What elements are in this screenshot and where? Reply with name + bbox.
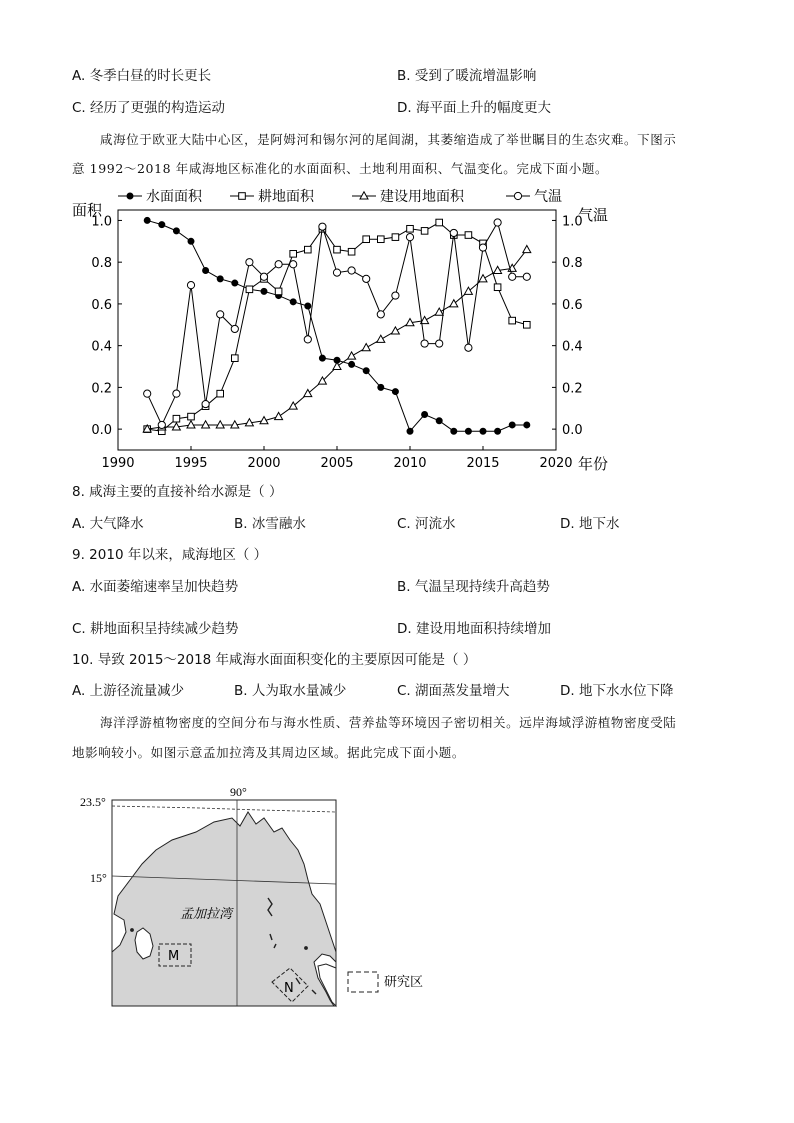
q7-option-c: C. 经历了更强的构造运动	[72, 100, 226, 116]
passage1-line2: 意 1992～2018 年咸海地区标准化的水面面积、土地利用面积、气温变化。完成下面小题。	[72, 161, 609, 176]
q10-option-c: C. 湖面蒸发量增大	[397, 683, 510, 699]
lat-label-mid: 15°	[90, 871, 107, 885]
q9-option-b: B. 气温呈现持续升高趋势	[397, 579, 550, 595]
q10-option-d: D. 地下水水位下降	[560, 683, 674, 699]
y-left-tick-label: 1.0	[91, 214, 112, 230]
legend-study-area-label: 研究区	[384, 975, 424, 990]
lat-label-top: 23.5°	[80, 795, 106, 809]
y-right-tick-label: 0.0	[562, 423, 583, 439]
q7-option-a: A. 冬季白昼的时长更长	[72, 68, 212, 84]
x-tick-label: 2000	[247, 456, 281, 471]
y-left-tick-label: 0.8	[91, 256, 112, 272]
study-box-m-label: M	[168, 949, 180, 964]
x-tick-label: 2005	[320, 456, 354, 471]
passage2-line1: 海洋浮游植物密度的空间分布与海水性质、营养盐等环境因子密切相关。远岸海域浮游植物密度受陆	[100, 715, 677, 730]
q8-stem: 8. 咸海主要的直接补给水源是（ ）	[72, 484, 283, 500]
q9-option-d: D. 建设用地面积持续增加	[397, 621, 551, 637]
sea-label: 孟加拉湾	[180, 907, 233, 922]
legend-label: 气温	[534, 189, 562, 205]
y-left-tick-label: 0.6	[91, 297, 112, 313]
q10-option-a: A. 上游径流量减少	[72, 683, 185, 699]
x-tick-label: 2010	[393, 456, 427, 471]
legend-label: 水面面积	[146, 189, 202, 205]
right-axis-label: 气温	[578, 206, 609, 224]
y-right-tick-label: 0.2	[562, 381, 583, 397]
q10-stem: 10. 导致 2015～2018 年咸海水面面积变化的主要原因可能是（ ）	[72, 652, 477, 668]
q8-option-a: A. 大气降水	[72, 516, 144, 532]
x-tick-label: 1990	[101, 456, 135, 471]
study-box-n-label: N	[284, 981, 294, 996]
q9-stem: 9. 2010 年以来，咸海地区（ ）	[72, 547, 268, 563]
y-right-tick-label: 0.4	[562, 339, 583, 355]
q9-option-a: A. 水面萎缩速率呈加快趋势	[72, 579, 239, 595]
q8-option-d: D. 地下水	[560, 516, 620, 532]
x-axis-label: 年份	[578, 455, 609, 473]
y-right-tick-label: 0.8	[562, 256, 583, 272]
q8-option-b: B. 冰雪融水	[234, 516, 306, 532]
y-left-tick-label: 0.2	[91, 381, 112, 397]
legend-label: 建设用地面积	[380, 189, 464, 205]
lon-label: 90°	[230, 785, 247, 799]
q10-option-b: B. 人为取水量减少	[234, 683, 347, 699]
legend-label: 耕地面积	[258, 189, 314, 205]
x-tick-label: 2020	[539, 456, 573, 471]
y-right-tick-label: 1.0	[562, 214, 583, 230]
y-left-tick-label: 0.0	[91, 423, 112, 439]
q7-option-d: D. 海平面上升的幅度更大	[397, 100, 551, 116]
q7-option-b: B. 受到了暖流增温影响	[397, 68, 537, 84]
q8-option-c: C. 河流水	[397, 516, 456, 532]
legend-study-area-symbol	[348, 972, 378, 992]
x-tick-label: 1995	[174, 456, 208, 471]
y-right-tick-label: 0.6	[562, 297, 583, 313]
x-tick-label: 2015	[466, 456, 500, 471]
y-left-tick-label: 0.4	[91, 339, 112, 355]
passage2-line2: 地影响较小。如图示意孟加拉湾及其周边区域。据此完成下面小题。	[72, 745, 466, 760]
left-axis-label: 面积	[72, 201, 103, 219]
q9-option-c: C. 耕地面积呈持续减少趋势	[72, 621, 239, 637]
passage1-line1: 咸海位于欧亚大陆中心区，是阿姆河和锡尔河的尾闾湖，其萎缩造成了举世瞩目的生态灾难。下图示	[100, 132, 677, 147]
